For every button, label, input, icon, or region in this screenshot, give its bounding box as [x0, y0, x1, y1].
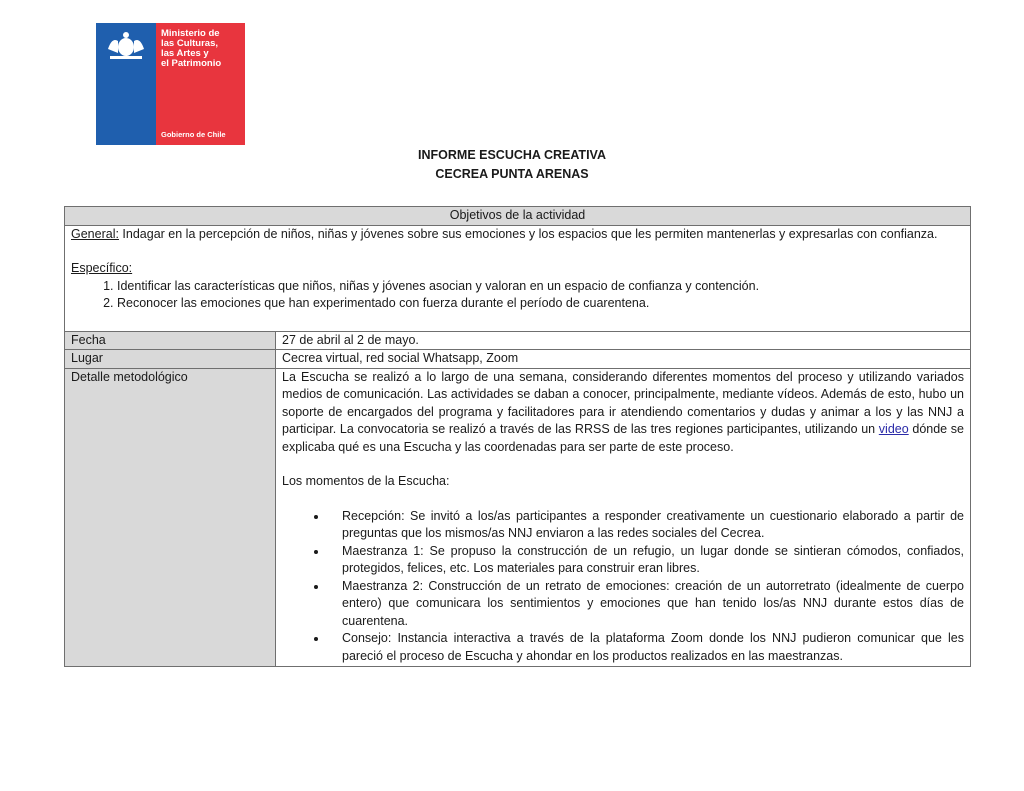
- detail-text: dónde se explicaba qué es una Escucha y las coordenadas para ser parte de este proceso.: [282, 422, 964, 454]
- specific-objectives-list: [71, 278, 964, 313]
- table-row: [65, 368, 971, 667]
- row-label-fecha: Fecha: [65, 331, 276, 350]
- row-value-lugar: Cecrea virtual, red social Whatsapp, Zoom: [276, 350, 971, 369]
- table-row: [65, 331, 971, 350]
- report-title: INFORME ESCUCHA CREATIVA: [418, 148, 606, 162]
- specific-label: Específico:: [71, 261, 133, 275]
- specific-objective: 2. Reconocer las emociones que han experimentado con fuerza durante el período de cuarentena.: [117, 295, 964, 313]
- ministry-logo: [96, 23, 245, 145]
- row-label-detalle: Detalle metodológico: [65, 368, 276, 667]
- specific-objective: 1. Identificar las características que niños, niñas y jóvenes asocian y valoran en un espacio de confianza y contención.: [117, 278, 964, 296]
- detail-text: La Escucha se realizó a lo largo de una semana, considerando diferentes momentos del proceso y utilizando variados medios de comunicación. Las actividades se daban a conocer, principalmente, mediante vídeos. Además de esto, hubo un soporte de encargados del programa y facilitadores para ir atendiendo comentarios y dudas y animar a los y las NNJ a participar. La convocatoria se realizó a través de las RRSS de las tres regiones participantes, utilizando un: [282, 369, 964, 436]
- detail-paragraph: [282, 369, 964, 457]
- chile-coat-of-arms-icon: [102, 29, 150, 61]
- moment-item: • Recepción: Se invitó a los/as participantes a responder creativamente un cuestionario elaborado a partir de preguntas que los mismos/as NNJ enviaron a las redes sociales del Cecrea.: [328, 508, 964, 543]
- moments-title: Los momentos de la Escucha:: [282, 474, 450, 488]
- logo-line: el Patrimonio: [161, 58, 222, 69]
- logo-line: las Culturas,: [161, 38, 219, 49]
- activity-table: [64, 206, 971, 667]
- video-link[interactable]: video: [878, 422, 909, 436]
- row-value-fecha: 27 de abril al 2 de mayo.: [276, 331, 971, 350]
- row-value-detalle: [276, 368, 971, 667]
- moment-item: • Maestranza 2: Construcción de un retrato de emociones: creación de un autorretrato (idealmente de cuerpo entero) que comunicara los sentimientos y emociones que han tenido los/as NNJ durante estos días de cuarentena.: [328, 578, 964, 631]
- logo-government: Gobierno de Chile: [161, 130, 226, 139]
- logo-blue-panel: [96, 23, 156, 145]
- logo-ministry-name: [161, 29, 221, 69]
- logo-line: las Artes y: [161, 48, 209, 59]
- logo-red-panel: [156, 23, 245, 145]
- moment-item: • Consejo: Instancia interactiva a través de la plataforma Zoom donde los NNJ pudieron comunicar que les pareció el proceso de Escucha y ahondar en los productos realizados en las maestranzas.: [328, 630, 964, 665]
- table-row: [65, 350, 971, 369]
- general-objective: [71, 226, 964, 244]
- objectives-cell: [65, 225, 971, 331]
- report-subtitle: CECREA PUNTA ARENAS: [435, 167, 589, 181]
- moments-list: [282, 508, 964, 666]
- logo-line: Ministerio de: [161, 28, 220, 39]
- moment-item: • Maestranza 1: Se propuso la construcción de un refugio, un lugar donde se sintieran cómodos, confiados, protegidos, felices, etc. Los materiales para construir eran libres.: [328, 543, 964, 578]
- general-text: Indagar en la percepción de niños, niñas y jóvenes sobre sus emociones y los espacios que les permiten mantenerlas y expresarlas con confianza.: [118, 226, 938, 241]
- objectives-header: Objetivos de la actividad: [65, 207, 971, 226]
- general-label: General:: [71, 226, 119, 241]
- row-label-lugar: Lugar: [65, 350, 276, 369]
